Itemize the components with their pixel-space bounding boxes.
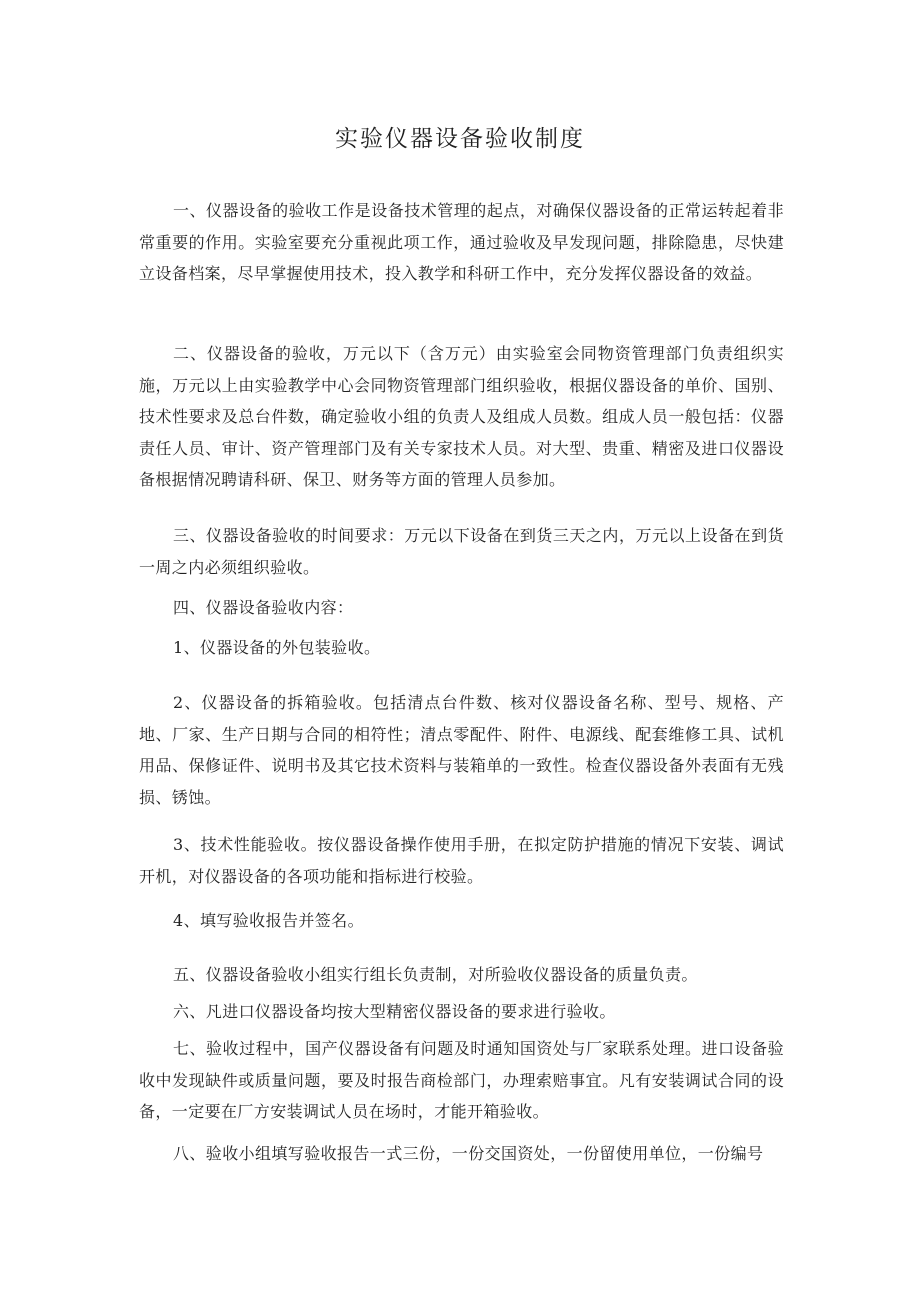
paragraph-11: 七、验收过程中，国产仪器设备有问题及时通知国资处与厂家联系处理。进口设备验收中发现缺件或质量问题，要及时报告商检部门，办理索赔事宜。凡有安装调试合同的设备，一定要在厂方安装调试人员在场时，才能开箱验收。 (139, 1039, 784, 1121)
paragraph-5: 1、仪器设备的外包装验收。 (173, 638, 381, 657)
paragraph-3: 三、仪器设备验收的时间要求：万元以下设备在到货三天之内，万元以上设备在到货一周之内必须组织验收。 (139, 526, 784, 577)
document-title: 实验仪器设备验收制度 (335, 126, 585, 152)
paragraph-9: 五、仪器设备验收小组实行组长负责制，对所验收仪器设备的质量负责。 (173, 965, 698, 984)
paragraph-7: 3、技术性能验收。按仪器设备操作使用手册，在拟定防护措施的情况下安装、调试开机，对仪器设备的各项功能和指标进行校验。 (139, 835, 784, 886)
paragraph-10: 六、凡进口仪器设备均按大型精密仪器设备的要求进行验收。 (173, 1002, 616, 1021)
paragraph-2: 二、仪器设备的验收，万元以下（含万元）由实验室会同物资管理部门负责组织实施，万元以上由实验教学中心会同物资管理部门组织验收，根据仪器设备的单价、国别、技术性要求及总台件数，确定验收小组的负责人及组成人员数。组成人员一般包括：仪器责任人员、审计、资产管理部门及有关专家技术人员。对大型、贵重、精密及进口仪器设备根据情况聘请科研、保卫、财务等方面的管理人员参加。 (139, 344, 784, 489)
paragraph-8: 4、填写验收报告并签名。 (173, 911, 364, 930)
paragraph-4: 四、仪器设备验收内容： (173, 598, 354, 617)
paragraph-6: 2、仪器设备的拆箱验收。包括清点台件数、核对仪器设备名称、型号、规格、产地、厂家、生产日期与合同的相符性；清点零配件、附件、电源线、配套维修工具、试机用品、保修证件、说明书及其它技术资料与装箱单的一致性。检查仪器设备外表面有无残损、锈蚀。 (139, 693, 784, 807)
paragraph-12: 八、验收小组填写验收报告一式三份，一份交国资处，一份留使用单位，一份编号 (173, 1144, 764, 1163)
paragraph-1: 一、仪器设备的验收工作是设备技术管理的起点，对确保仪器设备的正常运转起着非常重要的作用。实验室要充分重视此项工作，通过验收及早发现问题，排除隐患，尽快建立设备档案，尽早掌握使用技术，投入教学和科研工作中，充分发挥仪器设备的效益。 (139, 201, 784, 283)
